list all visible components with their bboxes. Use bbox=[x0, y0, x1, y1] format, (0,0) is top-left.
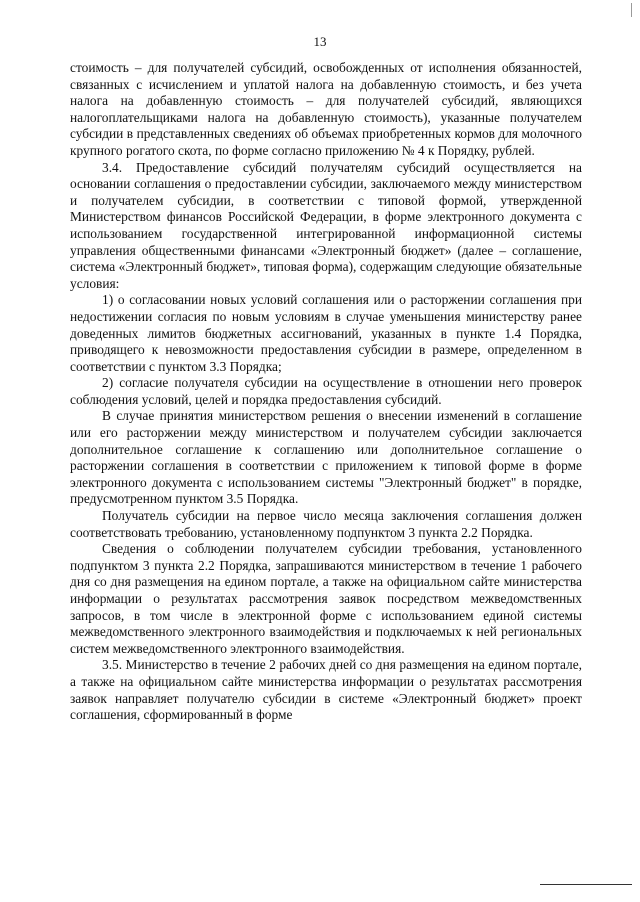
paragraph-3-5: 3.5. Министерство в течение 2 рабочих дней со дня размещения на едином портале, а также на официальном сайте министерства информации о результатах рассмотрения заявок направляет получателю субсидии в системе «Электронный бюджет» проект соглашения, сформированный в форме bbox=[70, 657, 582, 723]
paragraph-item-1: 1) о согласовании новых условий соглашения или о расторжении соглашения при недостижении согласия по новым условиям в случае уменьшения министерству ранее доведенных лимитов бюджетных ассигнований, указанных в пункте 1.4 Порядка, приводящего к невозможности предоставления субсидии в размере, определенном в соответствии с пунктом 3.3 Порядка; bbox=[70, 292, 582, 374]
page-number: 13 bbox=[313, 34, 327, 49]
paragraph-3-4: 3.4. Предоставление субсидий получателям субсидий осуществляется на основании соглашения о предоставлении субсидии, заключаемого между министерством и получателем субсидии, в соответствии с типовой формой, утвержденной Министерством финансов Российской Федерации, в форме электронного документа с использованием государственной интегрированной информационной системы управления общественными финансами «Электронный бюджет» (далее – соглашение, система «Электронный бюджет», типовая форма), содержащим следующие обязательные условия: bbox=[70, 159, 582, 291]
paragraph-compliance-info: Сведения о соблюдении получателем субсидии требования, установленного подпунктом 3 пункта 2.2 Порядка, запрашиваются министерством в течение 1 рабочего дня со дня размещения на едином портале, а также на официальном сайте министерства информации о результатах рассмотрения заявок посредством межведомственных запросов, в том числе в электронной форме с использованием единой системы межведомственного электронного взаимодействия и подключаемых к ней региональных систем межведомственного электронного взаимодействия. bbox=[70, 541, 582, 656]
footer-rule bbox=[540, 884, 632, 885]
paragraph-item-2: 2) согласие получателя субсидии на осуществление в отношении него проверок соблюдения условий, целей и порядка предоставления субсидий. bbox=[70, 375, 582, 407]
scan-mark bbox=[631, 3, 632, 17]
document-body bbox=[70, 60, 582, 724]
paragraph-amendment: В случае принятия министерством решения о внесении изменений в соглашение или его расторжении между министерством и получателем субсидии заключается дополнительное соглашение к соглашению или дополнительное соглашение о расторжении соглашения в соответствии с приложением к типовой форме в форме электронного документа с использованием системы "Электронный бюджет" в порядке, предусмотренном пунктом 3.5 Порядка. bbox=[70, 408, 582, 507]
paragraph-continuation: стоимость – для получателей субсидий, освобожденных от исполнения обязанностей, связанных с исчислением и уплатой налога на добавленную стоимость, и без учета налога на добавленную стоимость – для получателей субсидий, являющихся налогоплательщиками налога на добавленную стоимость), указанные получателем субсидии в представленных сведениях об объемах приобретенных кормов для молочного крупного рогатого скота, по форме согласно приложению № 4 к Порядку, рублей. bbox=[70, 60, 582, 158]
paragraph-recipient-requirement: Получатель субсидии на первое число месяца заключения соглашения должен соответствовать требованию, установленному подпунктом 3 пункта 2.2 Порядка. bbox=[70, 508, 582, 540]
